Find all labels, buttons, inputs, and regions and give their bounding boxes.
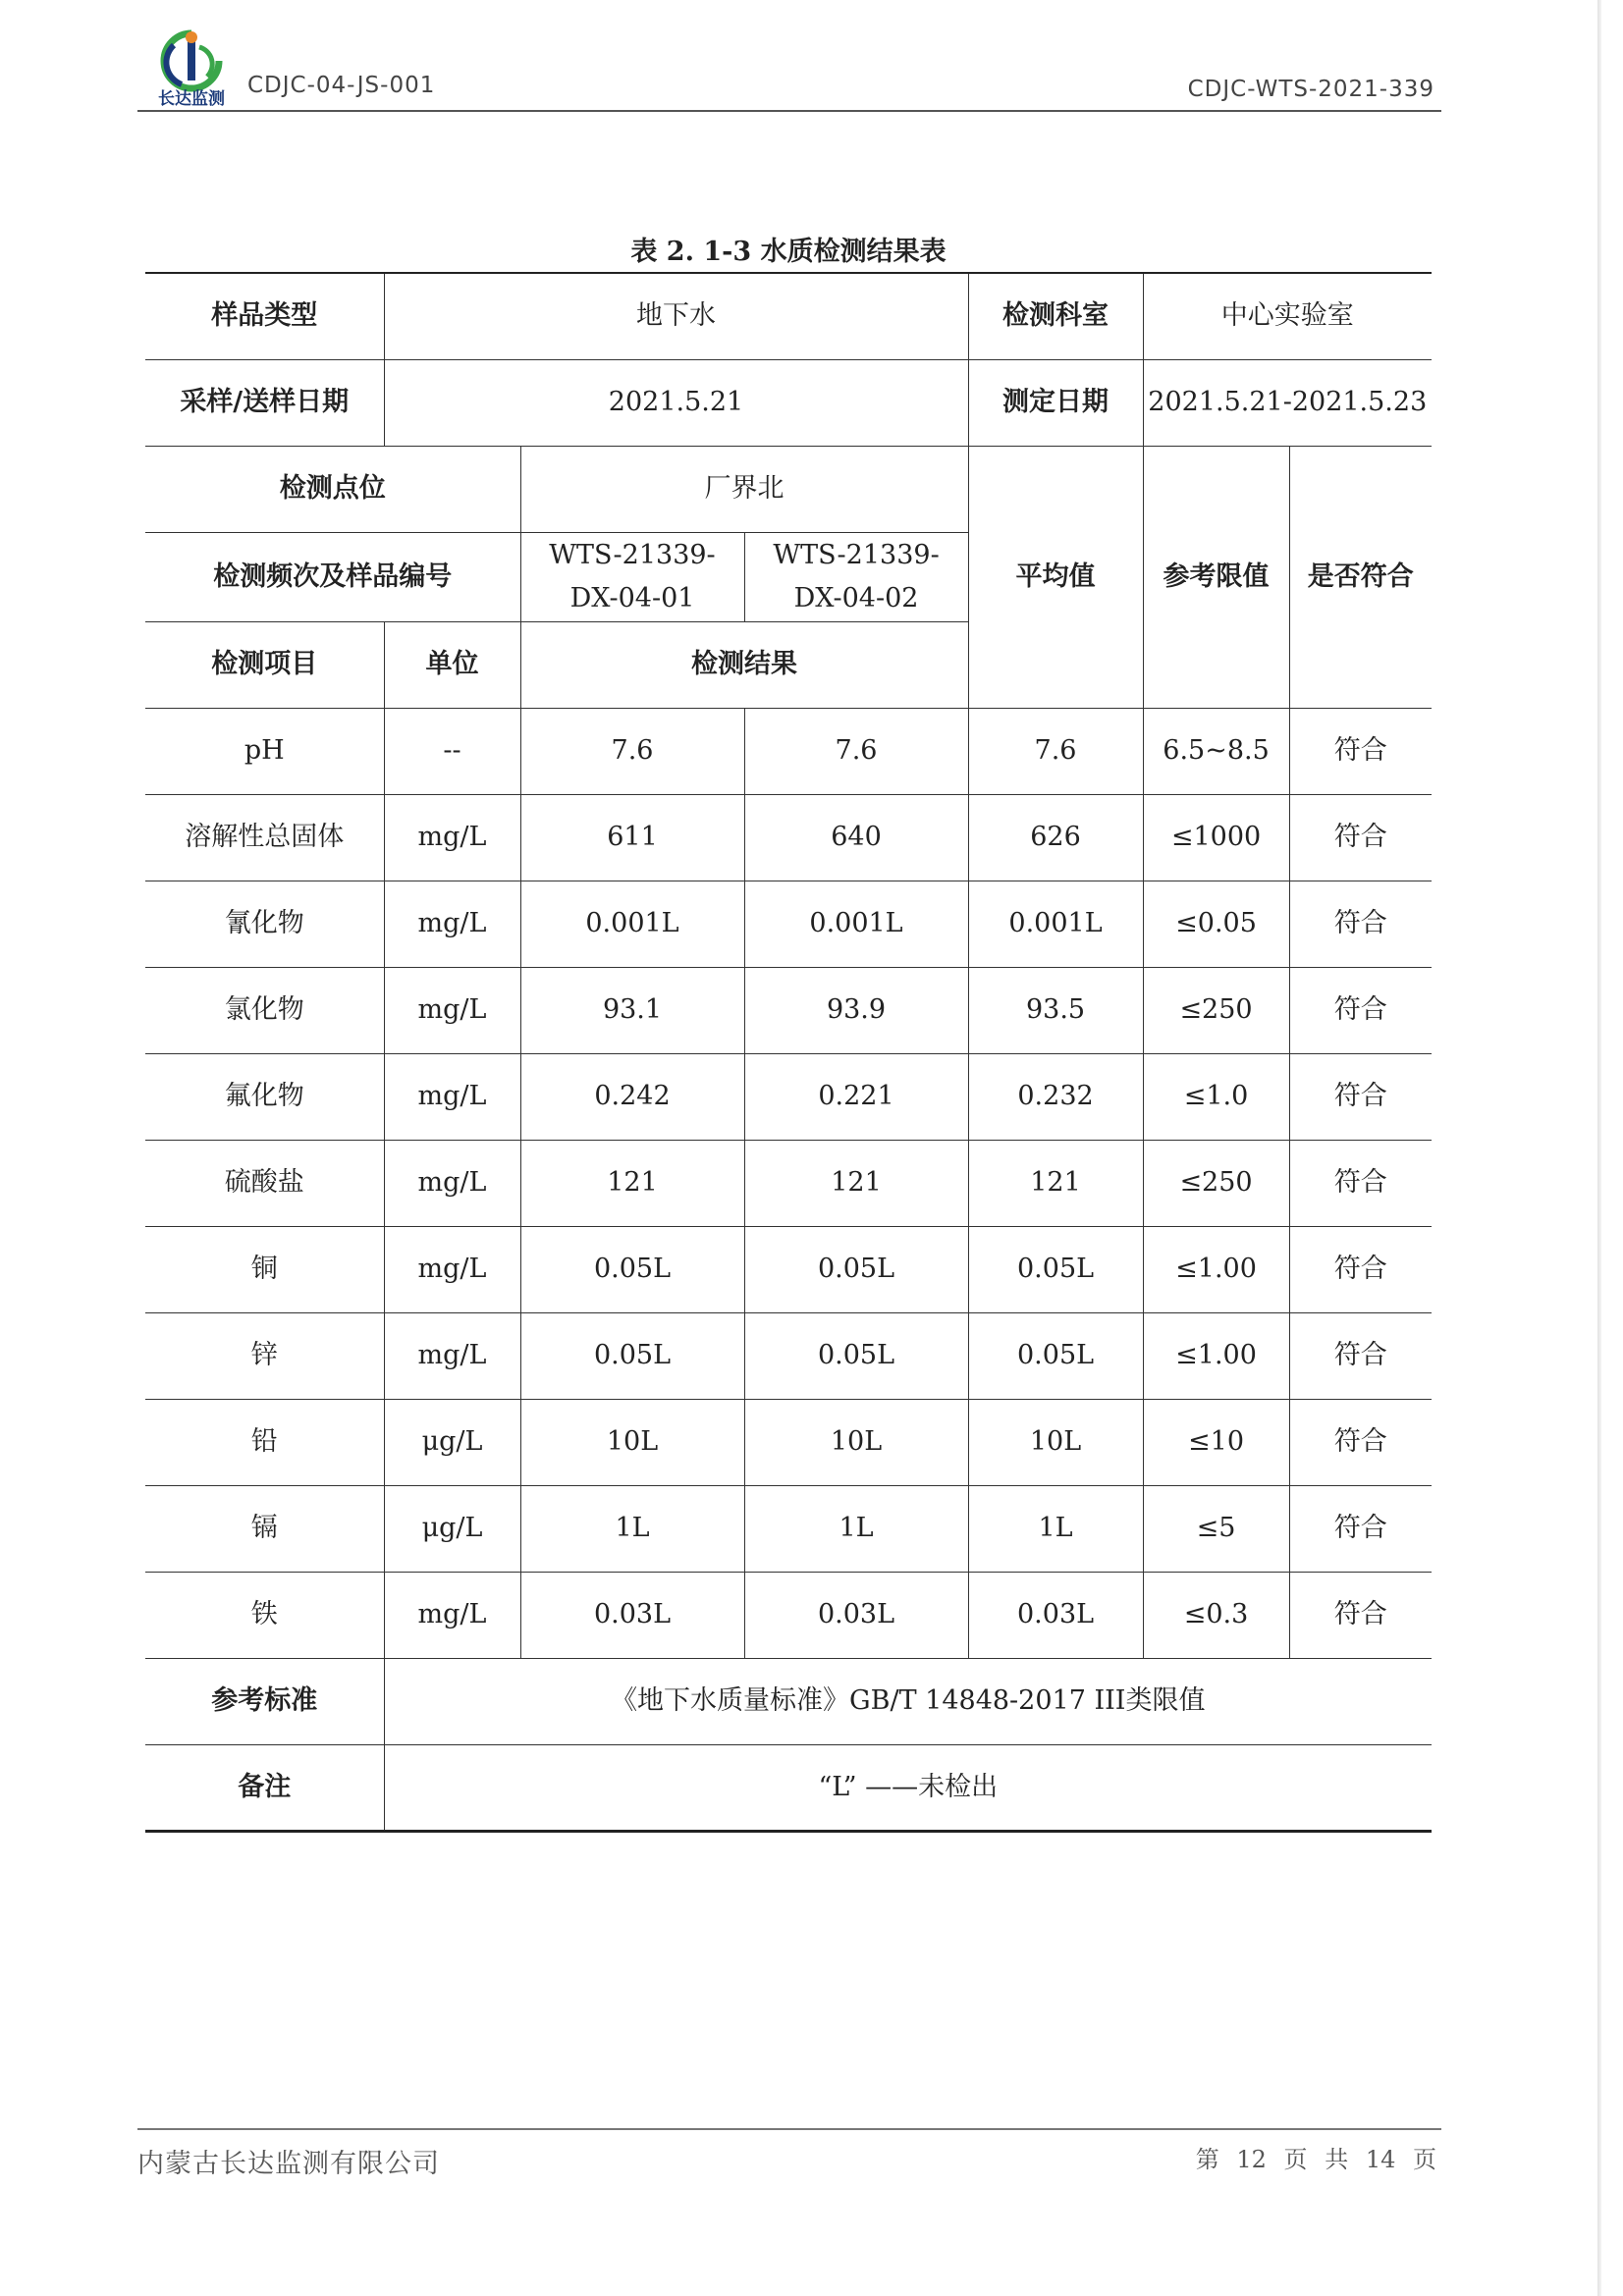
info-row-2: [145, 359, 1432, 446]
limit-cell: ≤1.00: [1143, 1226, 1289, 1312]
avg-header: 平均值: [968, 446, 1143, 708]
result-2-cell: 0.05L: [744, 1226, 968, 1312]
result-1-cell: 611: [520, 794, 744, 881]
result-1-cell: 121: [520, 1140, 744, 1226]
avg-cell: 7.6: [968, 708, 1143, 794]
result-1-cell: 0.05L: [520, 1226, 744, 1312]
limit-cell: ≤250: [1143, 1140, 1289, 1226]
limit-cell: ≤250: [1143, 967, 1289, 1053]
limit-header: 参考限值: [1143, 446, 1289, 708]
unit-cell: mg/L: [384, 1312, 520, 1399]
item-cell: 氯化物: [145, 967, 384, 1053]
result-2-cell: 0.03L: [744, 1572, 968, 1658]
limit-cell: ≤1000: [1143, 794, 1289, 881]
item-cell: 硫酸盐: [145, 1140, 384, 1226]
avg-cell: 121: [968, 1140, 1143, 1226]
result-1-cell: 0.05L: [520, 1312, 744, 1399]
result-1-cell: 1L: [520, 1485, 744, 1572]
conform-cell: 符合: [1289, 708, 1432, 794]
sample-type-value: 地下水: [384, 273, 968, 359]
avg-cell: 0.232: [968, 1053, 1143, 1140]
table-row: [145, 1572, 1432, 1658]
table-row: [145, 1140, 1432, 1226]
reference-label: 参考标准: [145, 1658, 384, 1744]
limit-cell: ≤5: [1143, 1485, 1289, 1572]
table-row: [145, 1226, 1432, 1312]
result-2-cell: 0.05L: [744, 1312, 968, 1399]
conform-cell: 符合: [1289, 967, 1432, 1053]
unit-cell: mg/L: [384, 794, 520, 881]
unit-cell: mg/L: [384, 1226, 520, 1312]
conform-cell: 符合: [1289, 1226, 1432, 1312]
item-cell: pH: [145, 708, 384, 794]
reference-value: 《地下水质量标准》GB/T 14848-2017 III类限值: [384, 1658, 1432, 1744]
item-cell: 镉: [145, 1485, 384, 1572]
result-2-cell: 7.6: [744, 708, 968, 794]
unit-cell: mg/L: [384, 1140, 520, 1226]
unit-cell: μg/L: [384, 1485, 520, 1572]
result-2-cell: 0.001L: [744, 881, 968, 967]
logo-text: 长达监测: [158, 89, 225, 109]
company-name: 内蒙古长达监测有限公司: [137, 2149, 440, 2179]
result-1-cell: 0.242: [520, 1053, 744, 1140]
conform-cell: 符合: [1289, 1399, 1432, 1485]
result-2-cell: 1L: [744, 1485, 968, 1572]
scan-edge: [1597, 0, 1601, 2296]
table-row: [145, 1485, 1432, 1572]
avg-cell: 626: [968, 794, 1143, 881]
conform-cell: 符合: [1289, 881, 1432, 967]
limit-cell: ≤0.05: [1143, 881, 1289, 967]
sample-2-id-line-1: WTS-21339-: [773, 539, 940, 570]
point-value: 厂界北: [520, 446, 968, 532]
result-1-cell: 93.1: [520, 967, 744, 1053]
result-1-cell: 7.6: [520, 708, 744, 794]
table-title: 表 2. 1-3 水质检测结果表: [630, 237, 947, 267]
item-cell: 锌: [145, 1312, 384, 1399]
sample-2-id-line-2: DX-04-02: [793, 582, 919, 614]
item-cell: 溶解性总固体: [145, 794, 384, 881]
item-cell: 氟化物: [145, 1053, 384, 1140]
result-1-cell: 10L: [520, 1399, 744, 1485]
reference-row: [145, 1658, 1432, 1744]
unit-cell: μg/L: [384, 1399, 520, 1485]
lab-value: 中心实验室: [1143, 273, 1432, 359]
lab-label: 检测科室: [968, 273, 1143, 359]
header-rule: [137, 110, 1441, 112]
sample-1-id-line-2: DX-04-01: [569, 582, 695, 614]
avg-cell: 93.5: [968, 967, 1143, 1053]
freq-label: 检测频次及样品编号: [145, 532, 520, 621]
item-cell: 铅: [145, 1399, 384, 1485]
limit-cell: 6.5~8.5: [1143, 708, 1289, 794]
limit-cell: ≤0.3: [1143, 1572, 1289, 1658]
sample-type-label: 样品类型: [145, 273, 384, 359]
avg-cell: 0.03L: [968, 1572, 1143, 1658]
table-row: [145, 794, 1432, 881]
footer-rule: [137, 2128, 1441, 2130]
point-row: [145, 446, 1432, 532]
sample-1-id-line-1: WTS-21339-: [549, 539, 716, 570]
limit-cell: ≤1.00: [1143, 1312, 1289, 1399]
conform-cell: 符合: [1289, 1572, 1432, 1658]
info-row-1: [145, 273, 1432, 359]
conform-cell: 符合: [1289, 1312, 1432, 1399]
avg-cell: 1L: [968, 1485, 1143, 1572]
sample-2-id: [744, 532, 968, 621]
page-info: 第 12 页 共 14 页: [1195, 2146, 1436, 2173]
conform-cell: 符合: [1289, 1053, 1432, 1140]
table-row: [145, 1053, 1432, 1140]
result-2-cell: 121: [744, 1140, 968, 1226]
conform-cell: 符合: [1289, 1140, 1432, 1226]
remark-row: [145, 1744, 1432, 1831]
test-date-value: 2021.5.21-2021.5.23: [1143, 359, 1432, 446]
unit-cell: mg/L: [384, 1053, 520, 1140]
result-2-cell: 0.221: [744, 1053, 968, 1140]
table-row: [145, 967, 1432, 1053]
item-cell: 氰化物: [145, 881, 384, 967]
table-row: [145, 881, 1432, 967]
result-2-cell: 10L: [744, 1399, 968, 1485]
item-header: 检测项目: [145, 621, 384, 708]
sampling-date-label: 采样/送样日期: [145, 359, 384, 446]
limit-cell: ≤10: [1143, 1399, 1289, 1485]
doc-code-right: CDJC-WTS-2021-339: [1187, 77, 1434, 102]
result-1-cell: 0.001L: [520, 881, 744, 967]
point-label: 检测点位: [145, 446, 520, 532]
table-row: [145, 708, 1432, 794]
table-row: [145, 1312, 1432, 1399]
result-2-cell: 640: [744, 794, 968, 881]
unit-cell: mg/L: [384, 967, 520, 1053]
unit-cell: mg/L: [384, 1572, 520, 1658]
avg-cell: 0.05L: [968, 1312, 1143, 1399]
remark-value: “L” ——未检出: [384, 1744, 1432, 1831]
item-cell: 铁: [145, 1572, 384, 1658]
unit-cell: --: [384, 708, 520, 794]
conform-header: 是否符合: [1289, 446, 1432, 708]
result-2-cell: 93.9: [744, 967, 968, 1053]
doc-code-left: CDJC-04-JS-001: [247, 73, 436, 98]
remark-label: 备注: [145, 1744, 384, 1831]
avg-cell: 0.001L: [968, 881, 1143, 967]
sampling-date-value: 2021.5.21: [384, 359, 968, 446]
test-date-label: 测定日期: [968, 359, 1143, 446]
avg-cell: 0.05L: [968, 1226, 1143, 1312]
avg-cell: 10L: [968, 1399, 1143, 1485]
sample-1-id: [520, 532, 744, 621]
water-quality-table: [145, 272, 1432, 1833]
conform-cell: 符合: [1289, 794, 1432, 881]
conform-cell: 符合: [1289, 1485, 1432, 1572]
result-1-cell: 0.03L: [520, 1572, 744, 1658]
table-row: [145, 1399, 1432, 1485]
unit-header: 单位: [384, 621, 520, 708]
limit-cell: ≤1.0: [1143, 1053, 1289, 1140]
unit-cell: mg/L: [384, 881, 520, 967]
item-cell: 铜: [145, 1226, 384, 1312]
result-header: 检测结果: [520, 621, 968, 708]
